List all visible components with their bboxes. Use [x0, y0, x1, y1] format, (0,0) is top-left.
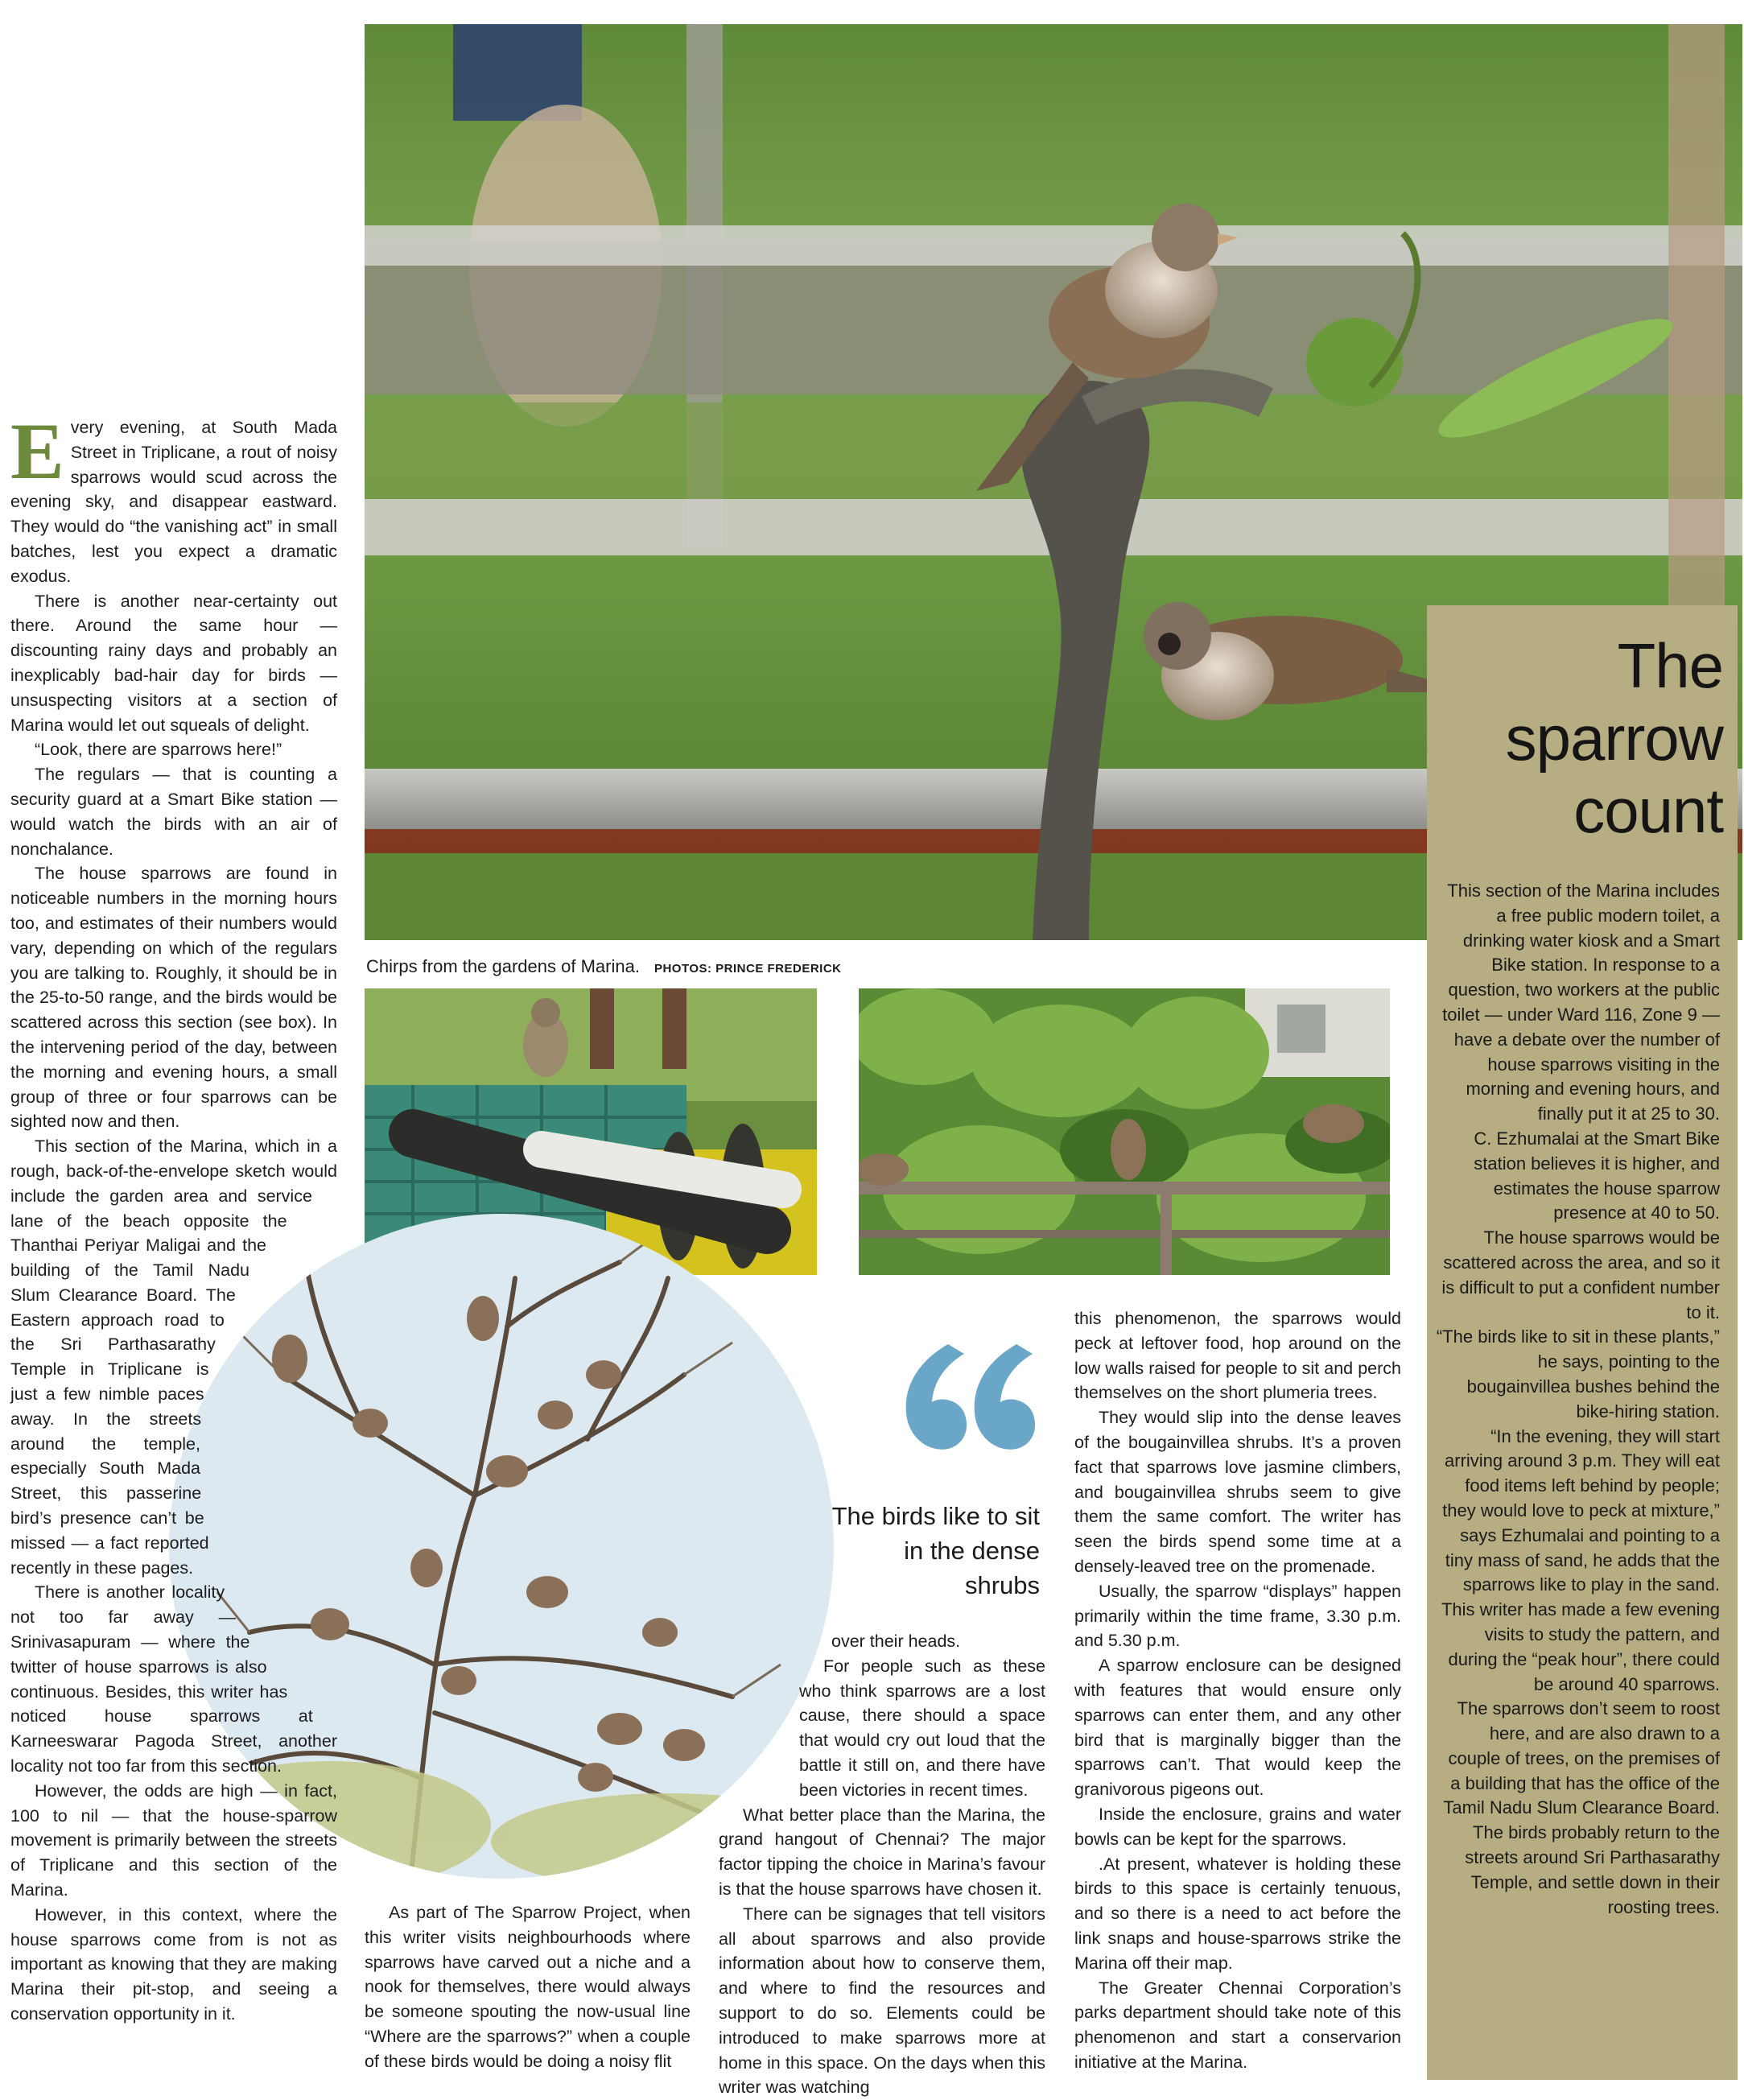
article-paragraph: “Look, there are sparrows here!”: [35, 740, 282, 760]
pull-quote: The birds like to sit in the dense shrubs: [831, 1502, 1040, 1599]
article-paragraph: Usually, the sparrow “displays” happen primarily within the time frame, 3.30 p.m. and 5.30 p.m.: [1074, 1581, 1401, 1651]
article-column-3: [719, 1629, 1045, 2100]
sidebar-paragraph: The birds probably return to the streets around Sri Parthasarathy Temple, and settle down in their roosting trees.: [1465, 1822, 1720, 1917]
article-column-4: [1074, 1306, 1401, 2075]
article-paragraph: There is another locality not too far away — Srinivasapuram — where the twitter of house sparrows is also continuous. Besides, this writer has noticed house sparrows at Karneeswarar Pagoda Street, another locality not too far from this section.: [10, 1582, 337, 1776]
article-paragraph: There is another near-certainty out there. Around the same hour — discounting rainy days and probably an inexplicably bad-hair day for birds — unsuspecting visitors at a section of Marina would let out squeals of delight.: [10, 591, 337, 735]
article-paragraph: A sparrow enclosure can be designed with features that would ensure only sparrows can enter them, and any other bird that is marginally bigger than the sparrows can’t. That would keep the granivorous pigeons out.: [1074, 1656, 1401, 1800]
article-paragraph: over their heads.: [831, 1632, 961, 1651]
article-paragraph: As part of The Sparrow Project, when this writer visits neighbourhoods where sparrows have carved out a niche and a nook for themselves, there would always be someone spouting the now-usual line “Where are the sparrows?” when a couple of these birds would be doing a noisy flit: [365, 1903, 691, 2071]
sidebar-title: [1506, 629, 1723, 847]
sidebar-title-line: sparrow: [1505, 703, 1723, 774]
article-paragraph: The house sparrows are found in noticeable numbers in the morning hours too, and estimates of their numbers would vary, depending on which of the regulars you are talking to. Roughly, it should be in the 25-to-50 range, and the birds would be scattered across this section (see box). In the intervening period of the day, between the morning and evening hours, a small group of three or four sparrows can be sighted now and then.: [10, 864, 337, 1132]
article-paragraph: Inside the enclosure, grains and water bowls can be kept for the sparrows.: [1074, 1804, 1401, 1849]
article-paragraph: This section of the Marina, which in a rough, back-of-the-envelope sketch would include the garden area and service lane of the beach opposite the Thanthai Periyar Maligai and the building of the Tamil Nadu Slum Clearance Board. The Eastern approach road to the Sri Parthasarathy Temple in Triplicane is just a few nimble paces away. In the streets around the temple, especially South Mada Street, this passerine bird’s presence can’t be missed — a fact reported recently in these pages.: [10, 1137, 337, 1578]
sidebar-title-line: count: [1573, 775, 1723, 846]
sidebar-paragraph: “In the evening, they will start arriving around 3 p.m. They will eat food items left behind by people; they would love to peck at mixture,” says Ezhumalai and pointing to a tiny mass of sand, he adds that the sparrows like to play in the sand.: [1442, 1425, 1720, 1595]
article-column-1: [10, 406, 337, 2027]
sidebar-paragraph: This section of the Marina includes a free public modern toilet, a drinking water kiosk and a Smart Bike station. In response to a question, two workers at the public toilet — under Ward 116, Zone 9 — have a debate over the number of house sparrows visiting in the morning and evening hours, and finally put it at 25 to 30.: [1442, 881, 1720, 1124]
sidebar-paragraph: C. Ezhumalai at the Smart Bike station believes it is higher, and estimates the house sparrow presence at 40 to 50.: [1474, 1128, 1720, 1223]
article-paragraph: For people such as these who think sparrows are a lost cause, there should a space that would cry out loud that the battle it still on, and there have been victories in recent times.: [799, 1656, 1045, 1800]
sidebar-paragraph: The house sparrows would be scattered across the area, and so it is difficult to put a confident number to it.: [1441, 1227, 1720, 1322]
article-paragraph: However, the odds are high — in fact, 100 to nil — that the house-sparrow movement is primarily between the streets of Triplicane and this section of the Marina.: [10, 1780, 337, 1900]
photo-credit: PHOTOS: PRINCE FREDERICK: [653, 962, 842, 976]
sidebar-box: [1427, 605, 1738, 2080]
article-paragraph-text: very evening, at South Mada Street in Triplicane, a rout of noisy sparrows would scud across the evening sky, and disappear eastward. They would do “the vanishing act” in small batches, lest you expect a dramatic exodus.: [10, 418, 337, 586]
sidebar-body: [1435, 879, 1720, 1920]
quote-mark-icon: [900, 1336, 1037, 1457]
article-paragraph: What better place than the Marina, the grand hangout of Chennai? The major factor tipping the choice in Marina’s favour is that the house sparrows have chosen it.: [719, 1805, 1045, 1899]
photo-bushes-image: [859, 988, 1390, 1275]
article-paragraph: [10, 406, 337, 589]
article-paragraph: .At present, whatever is holding these birds to this space is certainly tenuous, and so there is a need to act before the link snaps and house-sparrows strike the Marina off their map.: [1074, 1854, 1401, 1973]
article-paragraph: this phenomenon, the sparrows would peck at leftover food, hop around on the low walls raised for people to sit and perch themselves on the short plumeria trees.: [1074, 1309, 1401, 1403]
caption-text: Chirps from the gardens of Marina.: [366, 956, 640, 976]
photo-sparrows-in-bushes: [859, 988, 1390, 1275]
sidebar-paragraph: This writer has made a few evening visits to study the pattern, and during the “peak hour”, there could be around 40 sparrows.: [1441, 1599, 1720, 1694]
article-paragraph: The regulars — that is counting a security guard at a Smart Bike station — would watch the birds with an air of nonchalance.: [10, 765, 337, 859]
sidebar-title-line: The: [1617, 630, 1723, 701]
photo-caption: [366, 956, 842, 977]
article-paragraph: There can be signages that tell visitors all about sparrows and also provide information about how to conserve them, and where to find the resources and support to do so. Elements could be introduced to make sparrows more at home in this space. On the days when this writer was watching: [719, 1904, 1045, 2098]
sidebar-paragraph: “The birds like to sit in these plants,” he says, pointing to the bougainvillea bushes behind the bike-hiring station.: [1436, 1326, 1720, 1421]
article-paragraph: The Greater Chennai Corporation’s parks department should take note of this phenomenon and start a conservarion initiative at the Marina.: [1074, 1978, 1401, 2072]
article-paragraph: However, in this context, where the house sparrows come from is not as important as knowing that they are making Marina their pit-stop, and seeing a conservation opportunity in it.: [10, 1904, 337, 2024]
drop-cap: E: [10, 406, 64, 496]
article-column-2: [365, 1900, 691, 2074]
article-paragraph: They would slip into the dense leaves of the bougainvillea shrubs. It’s a proven fact that sparrows love jasmine climbers, and bougainvillea shrubs seem to give them the same comfort. The writer has seen the birds spend some time at a densely-leaved tree on the promenade.: [1074, 1408, 1401, 1576]
sidebar-paragraph: The sparrows don’t seem to roost here, and are also drawn to a couple of trees, on the premises of a building that has the office of the Tamil Nadu Slum Clearance Board.: [1443, 1698, 1720, 1818]
